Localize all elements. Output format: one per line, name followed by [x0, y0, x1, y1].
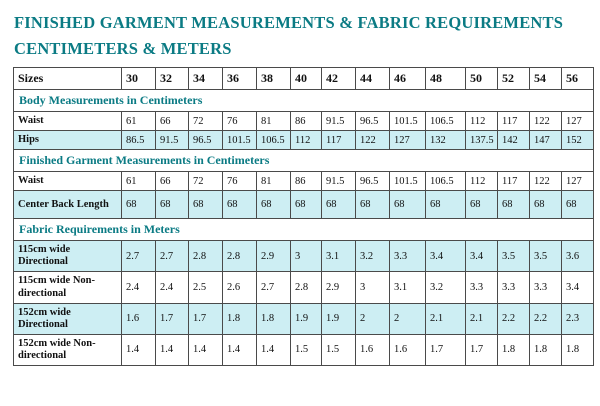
header-size-50: 50 — [466, 68, 498, 90]
cell-value: 68 — [322, 191, 356, 219]
table-row — [14, 272, 594, 303]
row-label: 115cm wide Non-directional — [14, 272, 122, 303]
header-size-46: 46 — [390, 68, 426, 90]
cell-value: 68 — [223, 191, 257, 219]
cell-value: 3.2 — [356, 241, 390, 272]
cell-value: 142 — [498, 131, 530, 150]
table-row — [14, 241, 594, 272]
cell-value: 68 — [291, 191, 322, 219]
cell-value: 127 — [562, 112, 594, 131]
header-size-54: 54 — [530, 68, 562, 90]
cell-value: 2.6 — [223, 272, 257, 303]
cell-value: 1.7 — [156, 303, 189, 334]
row-label: Hips — [14, 131, 122, 150]
cell-value: 3.4 — [466, 241, 498, 272]
cell-value: 1.4 — [189, 334, 223, 365]
cell-value: 2.5 — [189, 272, 223, 303]
cell-value: 3.2 — [426, 272, 466, 303]
cell-value: 81 — [257, 172, 291, 191]
cell-value: 3.3 — [530, 272, 562, 303]
cell-value: 2.9 — [257, 241, 291, 272]
row-label: 152cm wide Directional — [14, 303, 122, 334]
cell-value: 1.4 — [257, 334, 291, 365]
header-size-42: 42 — [322, 68, 356, 90]
cell-value: 72 — [189, 112, 223, 131]
table-row — [14, 303, 594, 334]
cell-value: 1.8 — [530, 334, 562, 365]
cell-value: 3.3 — [466, 272, 498, 303]
header-size-30: 30 — [122, 68, 156, 90]
cell-value: 66 — [156, 112, 189, 131]
cell-value: 2.1 — [426, 303, 466, 334]
cell-value: 1.6 — [390, 334, 426, 365]
cell-value: 91.5 — [322, 172, 356, 191]
header-size-44: 44 — [356, 68, 390, 90]
cell-value: 3.5 — [530, 241, 562, 272]
section-heading-label-0: Body Measurements in Centimeters — [14, 90, 594, 112]
cell-value: 3 — [291, 241, 322, 272]
cell-value: 96.5 — [356, 112, 390, 131]
cell-value: 66 — [156, 172, 189, 191]
cell-value: 1.5 — [291, 334, 322, 365]
section-heading-label-1: Finished Garment Measurements in Centimeters — [14, 150, 594, 172]
cell-value: 72 — [189, 172, 223, 191]
header-size-38: 38 — [257, 68, 291, 90]
cell-value: 68 — [257, 191, 291, 219]
cell-value: 68 — [356, 191, 390, 219]
row-label: Waist — [14, 112, 122, 131]
cell-value: 86 — [291, 112, 322, 131]
cell-value: 96.5 — [189, 131, 223, 150]
table-row — [14, 191, 594, 219]
table-row — [14, 131, 594, 150]
cell-value: 3.3 — [390, 241, 426, 272]
cell-value: 122 — [530, 172, 562, 191]
cell-value: 2.4 — [156, 272, 189, 303]
cell-value: 1.8 — [498, 334, 530, 365]
table-header-row — [14, 68, 594, 90]
cell-value: 2.2 — [530, 303, 562, 334]
cell-value: 96.5 — [356, 172, 390, 191]
cell-value: 61 — [122, 172, 156, 191]
section-heading-label-2: Fabric Requirements in Meters — [14, 219, 594, 241]
cell-value: 112 — [466, 172, 498, 191]
cell-value: 2.7 — [257, 272, 291, 303]
cell-value: 2.8 — [189, 241, 223, 272]
cell-value: 1.8 — [562, 334, 594, 365]
cell-value: 2.2 — [498, 303, 530, 334]
cell-value: 1.7 — [466, 334, 498, 365]
page-title-line-2: CENTIMETERS & METERS — [14, 38, 232, 58]
cell-value: 106.5 — [257, 131, 291, 150]
cell-value: 101.5 — [223, 131, 257, 150]
cell-value: 137.5 — [466, 131, 498, 150]
row-label: 152cm wide Non-directional — [14, 334, 122, 365]
header-size-48: 48 — [426, 68, 466, 90]
cell-value: 1.4 — [223, 334, 257, 365]
section-heading-finished-garment-measurements — [14, 150, 594, 172]
cell-value: 91.5 — [156, 131, 189, 150]
cell-value: 68 — [156, 191, 189, 219]
cell-value: 68 — [390, 191, 426, 219]
cell-value: 3 — [356, 272, 390, 303]
cell-value: 68 — [122, 191, 156, 219]
row-label: Center Back Length — [14, 191, 122, 219]
cell-value: 132 — [426, 131, 466, 150]
cell-value: 117 — [498, 172, 530, 191]
row-label: Waist — [14, 172, 122, 191]
cell-value: 76 — [223, 112, 257, 131]
cell-value: 3.5 — [498, 241, 530, 272]
cell-value: 1.4 — [122, 334, 156, 365]
cell-value: 1.5 — [322, 334, 356, 365]
table-row — [14, 172, 594, 191]
cell-value: 86 — [291, 172, 322, 191]
cell-value: 2 — [356, 303, 390, 334]
cell-value: 68 — [189, 191, 223, 219]
cell-value: 1.9 — [291, 303, 322, 334]
cell-value: 1.6 — [356, 334, 390, 365]
cell-value: 68 — [426, 191, 466, 219]
cell-value: 68 — [530, 191, 562, 219]
table-row — [14, 112, 594, 131]
cell-value: 2 — [390, 303, 426, 334]
cell-value: 2.8 — [223, 241, 257, 272]
page-title-line-1: FINISHED GARMENT MEASUREMENTS & FABRIC REQUIREMENTS — [14, 13, 564, 32]
table-body — [14, 68, 594, 366]
cell-value: 1.6 — [122, 303, 156, 334]
header-label-sizes: Sizes — [14, 68, 122, 90]
cell-value: 3.1 — [390, 272, 426, 303]
cell-value: 3.3 — [498, 272, 530, 303]
cell-value: 81 — [257, 112, 291, 131]
cell-value: 1.7 — [189, 303, 223, 334]
cell-value: 3.4 — [562, 272, 594, 303]
cell-value: 117 — [498, 112, 530, 131]
cell-value: 101.5 — [390, 172, 426, 191]
cell-value: 68 — [466, 191, 498, 219]
cell-value: 1.8 — [223, 303, 257, 334]
cell-value: 152 — [562, 131, 594, 150]
header-size-34: 34 — [189, 68, 223, 90]
cell-value: 3.6 — [562, 241, 594, 272]
cell-value: 101.5 — [390, 112, 426, 131]
cell-value: 112 — [466, 112, 498, 131]
cell-value: 3.1 — [322, 241, 356, 272]
cell-value: 2.4 — [122, 272, 156, 303]
cell-value: 68 — [498, 191, 530, 219]
cell-value: 2.7 — [122, 241, 156, 272]
measurements-table — [13, 67, 594, 366]
cell-value: 1.4 — [156, 334, 189, 365]
cell-value: 122 — [530, 112, 562, 131]
cell-value: 127 — [390, 131, 426, 150]
cell-value: 127 — [562, 172, 594, 191]
header-size-32: 32 — [156, 68, 189, 90]
header-size-56: 56 — [562, 68, 594, 90]
cell-value: 2.7 — [156, 241, 189, 272]
cell-value: 106.5 — [426, 172, 466, 191]
cell-value: 1.8 — [257, 303, 291, 334]
cell-value: 2.9 — [322, 272, 356, 303]
row-label: 115cm wide Directional — [14, 241, 122, 272]
header-size-36: 36 — [223, 68, 257, 90]
cell-value: 3.4 — [426, 241, 466, 272]
cell-value: 2.3 — [562, 303, 594, 334]
header-size-40: 40 — [291, 68, 322, 90]
table-row — [14, 334, 594, 365]
section-heading-body-measurements — [14, 90, 594, 112]
cell-value: 91.5 — [322, 112, 356, 131]
header-size-52: 52 — [498, 68, 530, 90]
section-heading-fabric-requirements — [14, 219, 594, 241]
cell-value: 68 — [562, 191, 594, 219]
cell-value: 2.1 — [466, 303, 498, 334]
cell-value: 86.5 — [122, 131, 156, 150]
cell-value: 112 — [291, 131, 322, 150]
cell-value: 61 — [122, 112, 156, 131]
cell-value: 147 — [530, 131, 562, 150]
cell-value: 1.9 — [322, 303, 356, 334]
cell-value: 1.7 — [426, 334, 466, 365]
cell-value: 2.8 — [291, 272, 322, 303]
cell-value: 106.5 — [426, 112, 466, 131]
cell-value: 117 — [322, 131, 356, 150]
cell-value: 122 — [356, 131, 390, 150]
cell-value: 76 — [223, 172, 257, 191]
